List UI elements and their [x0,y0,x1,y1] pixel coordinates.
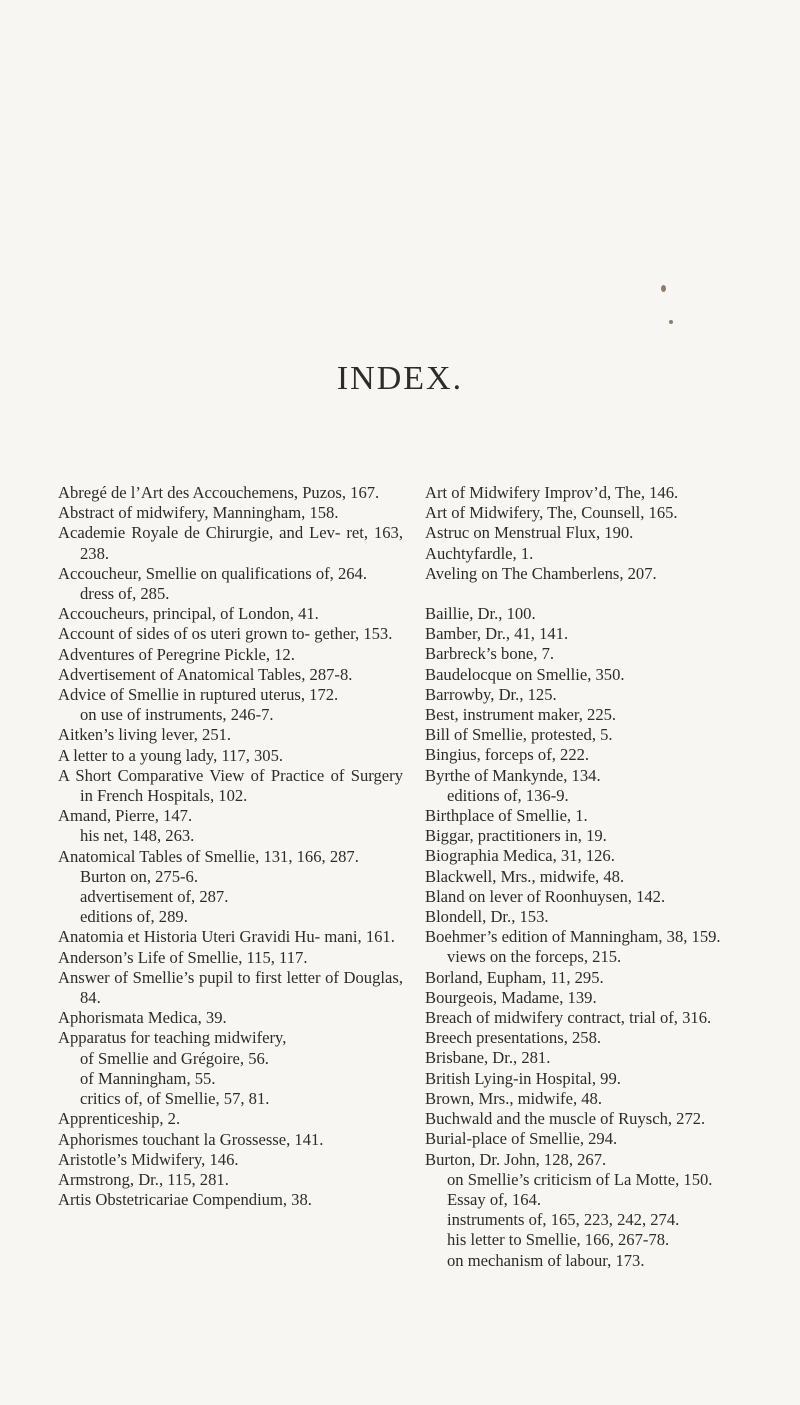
index-entry: Aristotle’s Midwifery, 146. [58,1149,239,1169]
index-subentry-text: editions of, 136-9. [447,785,569,805]
index-entry: Blackwell, Mrs., midwife, 48. [425,866,625,886]
index-subentry-text: instruments of, 165, 223, 242, 274. [447,1210,680,1230]
index-subentry-text: of Smellie and Grégoire, 56. [80,1048,269,1068]
index-entry: Aphorismata Medica, 39. [58,1008,227,1028]
index-entry: Brown, Mrs., midwife, 48. [425,1088,602,1108]
index-entry: Bourgeois, Madame, 139. [425,987,597,1007]
index-entry: Barbreck’s bone, 7. [425,644,555,664]
index-entry: Aitken’s living lever, 251. [58,725,232,745]
index-subentry [425,1190,770,1210]
index-entry: Art of Midwifery, The, Counsell, 165. [425,503,678,523]
index-entry: British Lying-in Hospital, 99. [425,1068,621,1088]
index-entry: Bland on lever of Roonhuysen, 142. [425,886,666,906]
index-entry: Boehmer’s edition of Manningham, 38, 159. [425,927,721,947]
index-entry: Burton, Dr. John, 128, 267. [425,1149,607,1169]
index-entry: Bingius, forceps of, 222. [425,745,590,765]
index-entry: Blondell, Dr., 153. [425,907,549,927]
index-subentry-text: editions of, 289. [80,907,188,927]
index-subentry [58,887,403,907]
index-subentry-text: on Smellie’s criticism of La Motte, 150. [447,1169,713,1189]
ink-speck [661,285,666,292]
index-subentry-text: of Manningham, 55. [80,1068,216,1088]
index-subentry-text: on mechanism of labour, 173. [447,1250,645,1270]
index-entry: Anatomical Tables of Smellie, 131, 166, 287. [58,846,359,866]
index-entry: Bamber, Dr., 41, 141. [425,624,569,644]
index-entry: Accoucheur, Smellie on qualifications of, 264. [58,563,368,583]
index-entry: Abstract of midwifery, Manningham, 158. [58,503,339,523]
index-entry: A Short Comparative View of Practice of Surgery in French Hospitals, 102. [58,765,403,806]
index-subentry [58,1089,403,1109]
index-subentry [425,1170,770,1190]
index-entry: Breach of midwifery contract, trial of, 316. [425,1008,712,1028]
index-subentry-text: Essay of, 164. [447,1189,542,1209]
index-entry: Answer of Smellie’s pupil to first letter of Douglas, 84. [58,967,403,1008]
index-subentry [58,1069,403,1089]
index-entry: Baudelocque on Smellie, 350. [425,664,625,684]
index-entry: Byrthe of Mankynde, 134. [425,765,601,785]
index-entry: Account of sides of os uteri grown to- gether, 153. [58,624,393,644]
index-column-right [425,483,770,1271]
index-entry: Anatomia et Historia Uteri Gravidi Hu- mani, 161. [58,927,395,947]
index-entry: Advertisement of Anatomical Tables, 287-8. [58,664,353,684]
index-subentry [425,786,770,806]
index-entry: Astruc on Menstrual Flux, 190. [425,523,634,543]
index-subentry-text: on use of instruments, 246-7. [80,705,274,725]
index-entry: Apprenticeship, 2. [58,1109,181,1129]
index-entry: Academie Royale de Chirurgie, and Lev- ret, 163, 238. [58,523,403,563]
ink-speck [669,320,673,324]
index-subentry [425,1210,770,1230]
index-entry: Bill of Smellie, protested, 5. [425,725,613,745]
index-subentry [58,584,403,604]
index-entry: Art of Midwifery Improv’d, The, 146. [425,483,679,502]
index-column-left [58,483,403,1210]
index-entry: Aveling on The Chamberlens, 207. [425,563,657,583]
index-entry: Biggar, practitioners in, 19. [425,826,607,846]
index-entry: Amand, Pierre, 147. [58,806,193,826]
index-entry: Advice of Smellie in ruptured uterus, 172. [58,685,339,705]
index-subentry-text: Burton on, 275-6. [80,866,198,886]
index-entry: Auchtyfardle, 1. [425,543,534,563]
index-entry: Adventures of Peregrine Pickle, 12. [58,644,295,664]
index-subentry-text: dress of, 285. [80,584,170,604]
page-title: INDEX. [336,360,464,397]
index-entry: Anderson’s Life of Smellie, 115, 117. [58,947,308,967]
index-section-b [425,604,770,1271]
index-entry: Armstrong, Dr., 115, 281. [58,1169,229,1189]
index-entry: Aphorismes touchant la Grossesse, 141. [58,1129,324,1149]
index-entry: Best, instrument maker, 225. [425,705,617,725]
index-subentry [58,867,403,887]
index-subentry [425,947,770,967]
index-entry: Accoucheurs, principal, of London, 41. [58,604,319,624]
index-entry: Artis Obstetricariae Compendium, 38. [58,1190,312,1210]
index-subentry-text: his letter to Smellie, 166, 267-78. [447,1230,670,1250]
index-subentry-text: his net, 148, 263. [80,826,195,846]
index-subentry-text: views on the forceps, 215. [447,947,622,967]
index-entry: Apparatus for teaching midwifery, [58,1028,287,1048]
index-entry: Baillie, Dr., 100. [425,604,536,624]
index-subentry-text: advertisement of, 287. [80,887,229,907]
index-entry: Biographia Medica, 31, 126. [425,846,615,866]
index-entry: Breech presentations, 258. [425,1028,602,1048]
index-entry: Birthplace of Smellie, 1. [425,806,588,826]
index-subentry [58,826,403,846]
index-entry: Abregé de l’Art des Accouchemens, Puzos, 167. [58,483,380,502]
index-subentry [58,705,403,725]
index-entry: A letter to a young lady, 117, 305. [58,745,284,765]
index-entry: Barrowby, Dr., 125. [425,684,557,704]
index-entry: Borland, Eupham, 11, 295. [425,967,604,987]
section-gap [425,584,770,604]
index-subentry [58,907,403,927]
index-subentry [425,1251,770,1271]
index-entry: Brisbane, Dr., 281. [425,1048,551,1068]
index-subentry [425,1230,770,1250]
index-section-a-continued [425,483,770,584]
index-subentry-text: critics of, of Smellie, 57, 81. [80,1089,270,1109]
index-subentry [58,1049,403,1069]
index-entry: Buchwald and the muscle of Ruysch, 272. [425,1109,706,1129]
index-entry: Burial-place of Smellie, 294. [425,1129,618,1149]
